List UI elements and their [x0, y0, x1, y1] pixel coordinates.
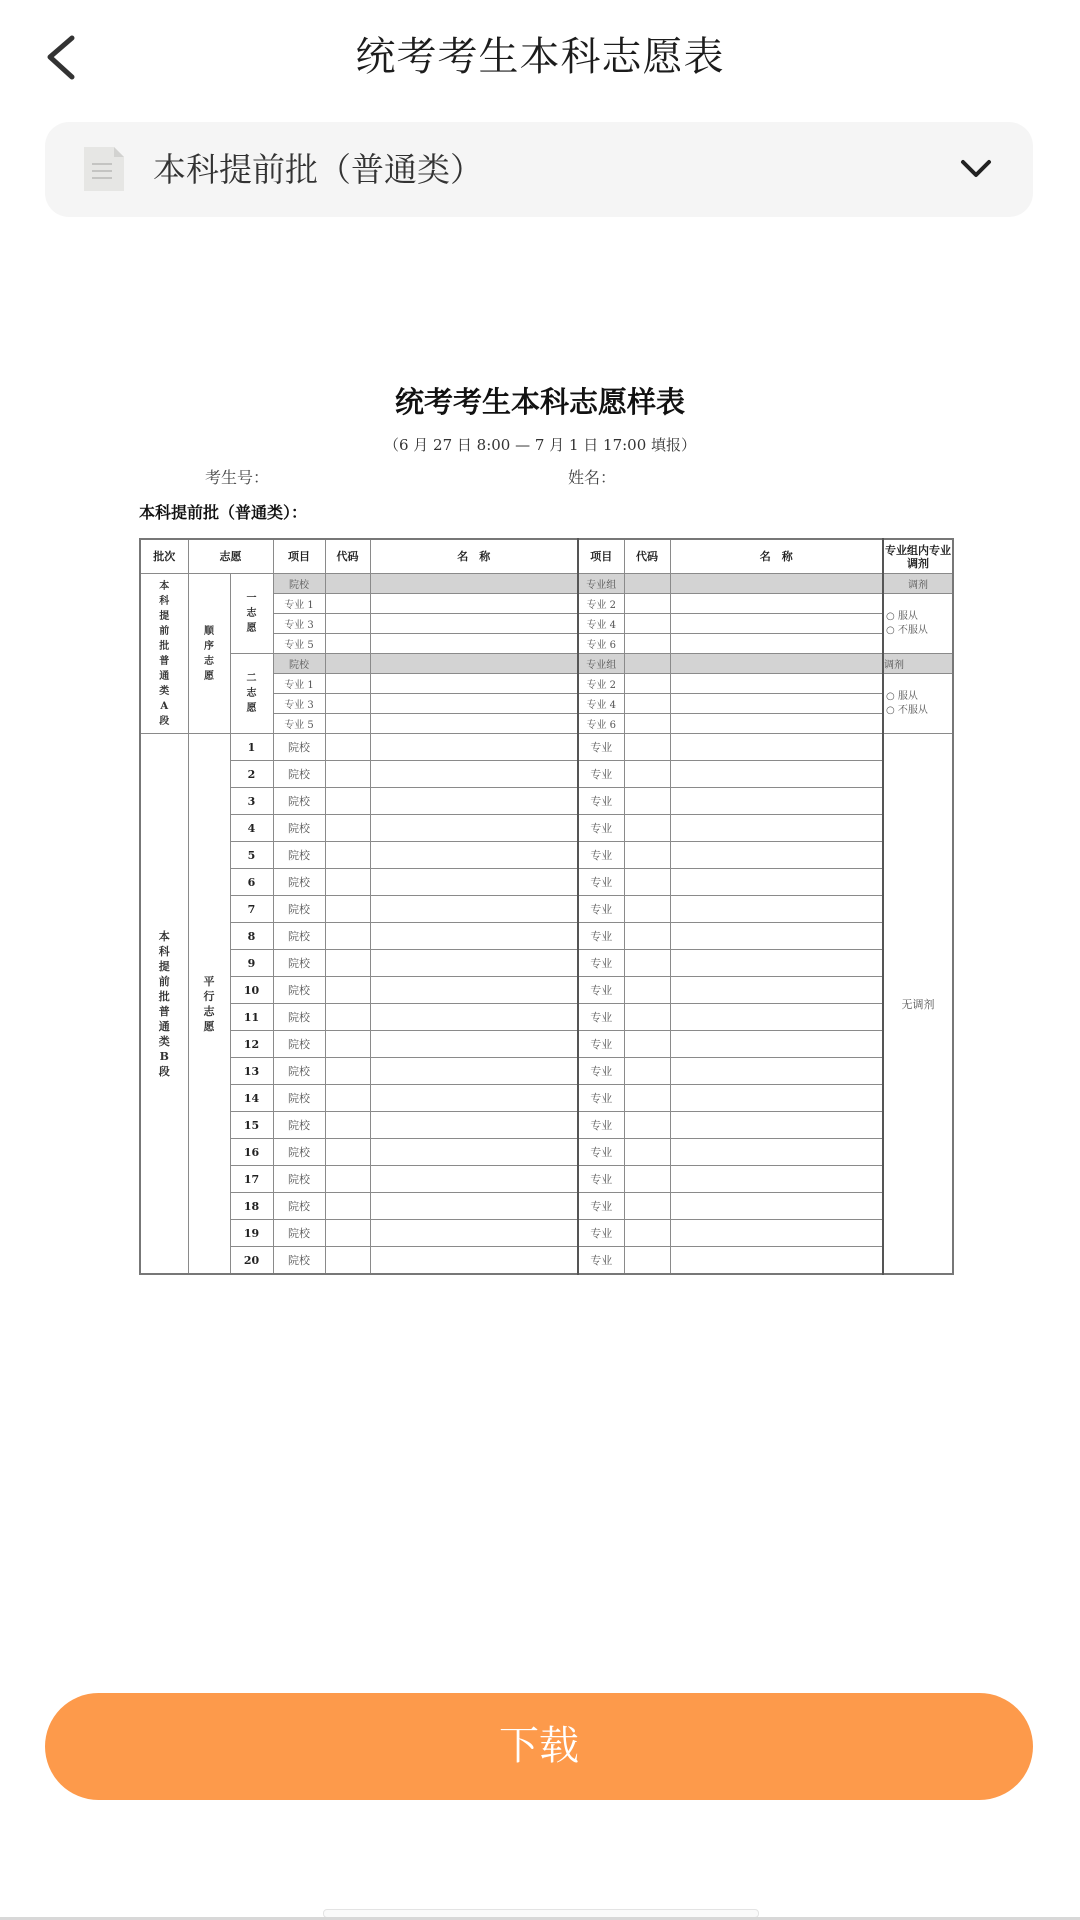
- row-number: 1: [230, 734, 273, 761]
- table-row: 11 院校 专业: [140, 1004, 953, 1031]
- option-not-comply: ○ 不服从: [886, 704, 928, 716]
- table-row: 16 院校 专业: [140, 1139, 953, 1166]
- name-label: 姓名：: [568, 468, 617, 487]
- form-title: 统考考生本科志愿样表: [394, 385, 685, 419]
- wish-1-label: 一志愿: [230, 574, 273, 654]
- row-number: 3: [230, 788, 273, 815]
- table-row: 专业 3 专业 4: [140, 694, 953, 714]
- no-adjust-label: 无调剂: [883, 734, 953, 1275]
- table-row: 10 院校 专业: [140, 977, 953, 1004]
- page-title: 统考考生本科志愿表: [355, 34, 725, 80]
- chevron-down-icon: [959, 156, 993, 182]
- option-comply: ○ 服从: [886, 690, 918, 702]
- row-number: 6: [230, 869, 273, 896]
- table-row: 专业 3 专业 4: [140, 614, 953, 634]
- table-row: 专业 1 专业 2 ○ 服从 ○ 不服从: [140, 674, 953, 694]
- row-number: 2: [230, 761, 273, 788]
- wish-2-label: 二志愿: [230, 654, 273, 734]
- section-a-type-label: 顺序志愿: [188, 574, 230, 734]
- section-a-batch-label: 本科提前批普通类A段: [140, 574, 188, 734]
- table-row: 4 院校 专业: [140, 815, 953, 842]
- table-row: 本科提前批普通类B段 平行志愿 1 院校 专业 无调剂: [140, 734, 953, 761]
- table-row: 专业 5 专业 6: [140, 714, 953, 734]
- table-row: 专业 1 专业 2 ○ 服从 ○ 不服从: [140, 594, 953, 614]
- table-row: 13 院校 专业: [140, 1058, 953, 1085]
- row-number: 16: [230, 1139, 273, 1166]
- table-row: 2 院校 专业: [140, 761, 953, 788]
- option-comply: ○ 服从: [886, 610, 918, 622]
- table-row: 3 院校 专业: [140, 788, 953, 815]
- download-button[interactable]: 下载: [45, 1693, 1033, 1800]
- row-number: 4: [230, 815, 273, 842]
- section-b-batch-label: 本科提前批普通类B段: [140, 734, 188, 1275]
- row-number: 13: [230, 1058, 273, 1085]
- table-row: 15 院校 专业: [140, 1112, 953, 1139]
- batch-selector-dropdown[interactable]: [45, 122, 1033, 217]
- table-row: 5 院校 专业: [140, 842, 953, 869]
- row-number: 14: [230, 1085, 273, 1112]
- section-b-rows: [140, 734, 953, 1275]
- section-b-type-label: 平行志愿: [188, 734, 230, 1275]
- row-number: 7: [230, 896, 273, 923]
- row-number: 17: [230, 1166, 273, 1193]
- table-row: 本科提前批普通类A段 顺序志愿 一志愿 院校 专业组 调剂: [140, 574, 953, 594]
- form-section-label: 本科提前批（普通类）：: [139, 503, 308, 522]
- table-row: 8 院校 专业: [140, 923, 953, 950]
- table-row: 17 院校 专业: [140, 1166, 953, 1193]
- row-number: 10: [230, 977, 273, 1004]
- exam-number-label: 考生号：: [205, 468, 270, 487]
- option-not-comply: ○ 不服从: [886, 624, 928, 636]
- table-row: 14 院校 专业: [140, 1085, 953, 1112]
- row-number: 11: [230, 1004, 273, 1031]
- table-row: 19 院校 专业: [140, 1220, 953, 1247]
- row-number: 18: [230, 1193, 273, 1220]
- table-row: 18 院校 专业: [140, 1193, 953, 1220]
- wish-1-adjust-options: [883, 594, 953, 654]
- row-number: 12: [230, 1031, 273, 1058]
- form-subtitle: （6 月 27 日 8:00 — 7 月 1 日 17:00 填报）: [383, 436, 697, 454]
- selected-batch-label: 本科提前批（普通类）: [153, 150, 483, 189]
- row-number: 9: [230, 950, 273, 977]
- row-number: 20: [230, 1247, 273, 1275]
- wish-2-adjust-options: [883, 674, 953, 734]
- table-row: 20 院校 专业: [140, 1247, 953, 1275]
- application-form-table: [139, 538, 954, 1275]
- row-number: 15: [230, 1112, 273, 1139]
- document-icon: [82, 147, 126, 191]
- table-row: 二志愿 院校 专业组 调剂: [140, 654, 953, 674]
- table-row: 专业 5 专业 6: [140, 634, 953, 654]
- table-header-row: 批次 志愿 项目 代码 名 称 项目 代码 名 称 专业组内专业调剂: [140, 539, 953, 574]
- row-number: 19: [230, 1220, 273, 1247]
- row-number: 8: [230, 923, 273, 950]
- table-row: 12 院校 专业: [140, 1031, 953, 1058]
- table-row: 6 院校 专业: [140, 869, 953, 896]
- row-number: 5: [230, 842, 273, 869]
- table-row: 9 院校 专业: [140, 950, 953, 977]
- table-row: 7 院校 专业: [140, 896, 953, 923]
